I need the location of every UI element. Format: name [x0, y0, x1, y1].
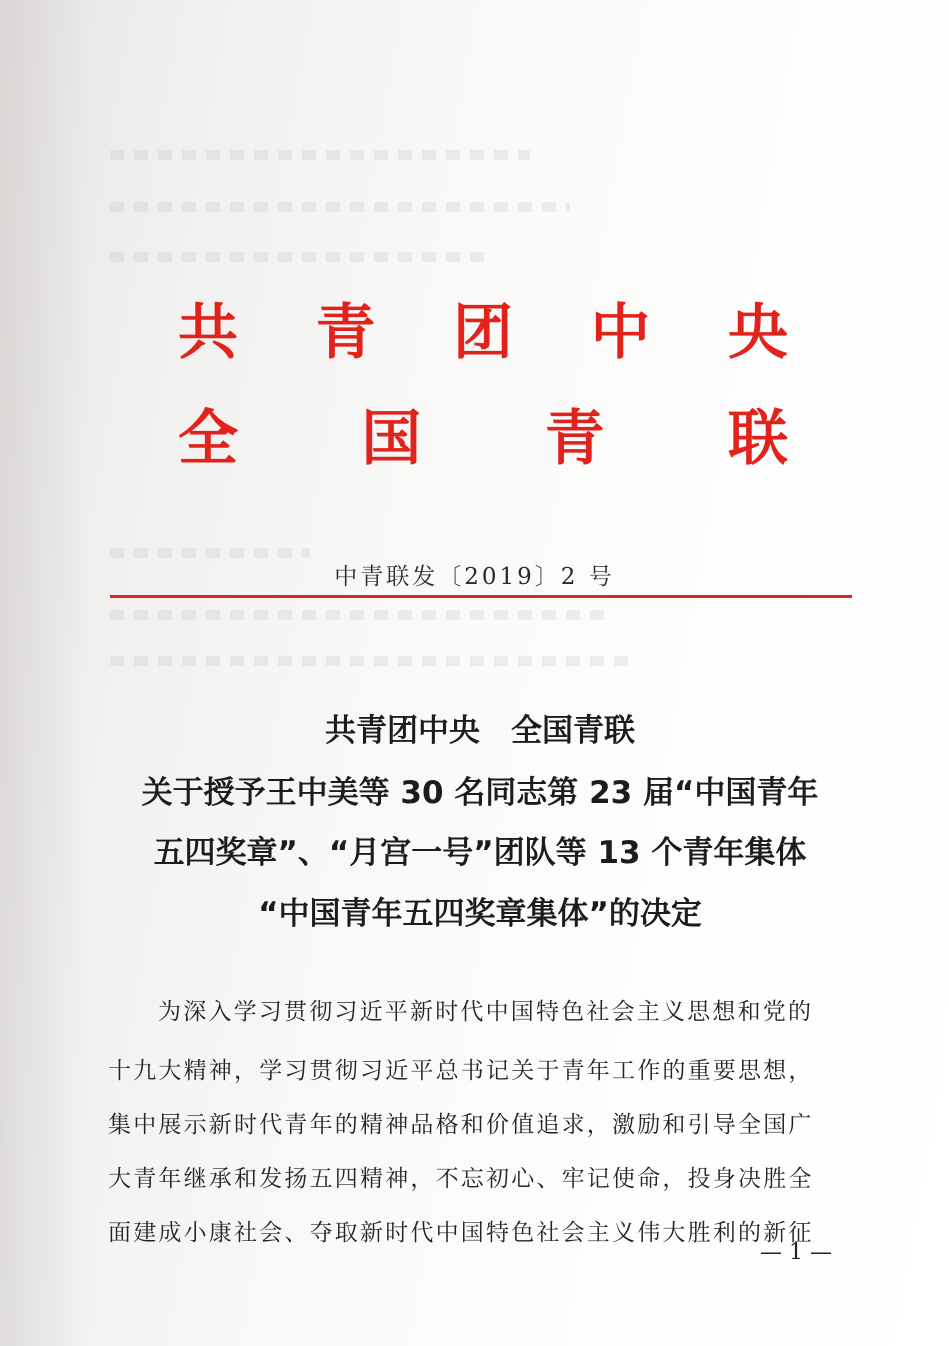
title-line-2: 关于授予王中美等 30 名同志第 23 届“中国青年	[141, 775, 819, 811]
document-number: 中青联发〔2019〕2 号	[334, 564, 615, 590]
masthead-char: 共	[178, 298, 238, 368]
bleed-through-mark	[110, 548, 310, 558]
title-line-3: 五四奖章”、“月宫一号”团队等 13 个青年集体	[153, 835, 807, 871]
page-shadow	[0, 0, 90, 1346]
masthead-char: 青	[315, 298, 376, 368]
bleed-through-mark	[110, 610, 610, 620]
page-number: — 1 —	[760, 1240, 832, 1265]
masthead-char: 全	[178, 404, 238, 474]
masthead-char: 青	[544, 404, 605, 474]
body-paragraph-line: 十九大精神，学习贯彻习近平总书记关于青年工作的重要思想，	[108, 1058, 814, 1084]
masthead-row-1	[178, 298, 788, 368]
bleed-through-mark	[110, 202, 570, 212]
masthead-char: 联	[727, 404, 788, 474]
body-paragraph-line: 为深入学习贯彻习近平新时代中国特色社会主义思想和党的	[158, 999, 814, 1025]
masthead-char: 团	[453, 298, 513, 368]
masthead-char: 国	[361, 404, 422, 474]
red-divider-line	[110, 595, 852, 598]
bleed-through-mark	[110, 150, 530, 160]
masthead-row-2	[178, 404, 788, 474]
body-paragraph-line: 大青年继承和发扬五四精神，不忘初心、牢记使命，投身决胜全	[108, 1166, 814, 1192]
title-line-4: “中国青年五四奖章集体”的决定	[258, 896, 702, 932]
title-line-1: 共青团中央 全国青联	[325, 713, 635, 749]
masthead-char: 央	[728, 298, 788, 368]
body-paragraph-line: 面建成小康社会、夺取新时代中国特色社会主义伟大胜利的新征	[108, 1220, 814, 1246]
bleed-through-mark	[110, 656, 630, 666]
body-paragraph-line: 集中展示新时代青年的精神品格和价值追求，激励和引导全国广	[108, 1112, 814, 1138]
masthead-char: 中	[590, 298, 651, 368]
bleed-through-mark	[110, 252, 490, 262]
